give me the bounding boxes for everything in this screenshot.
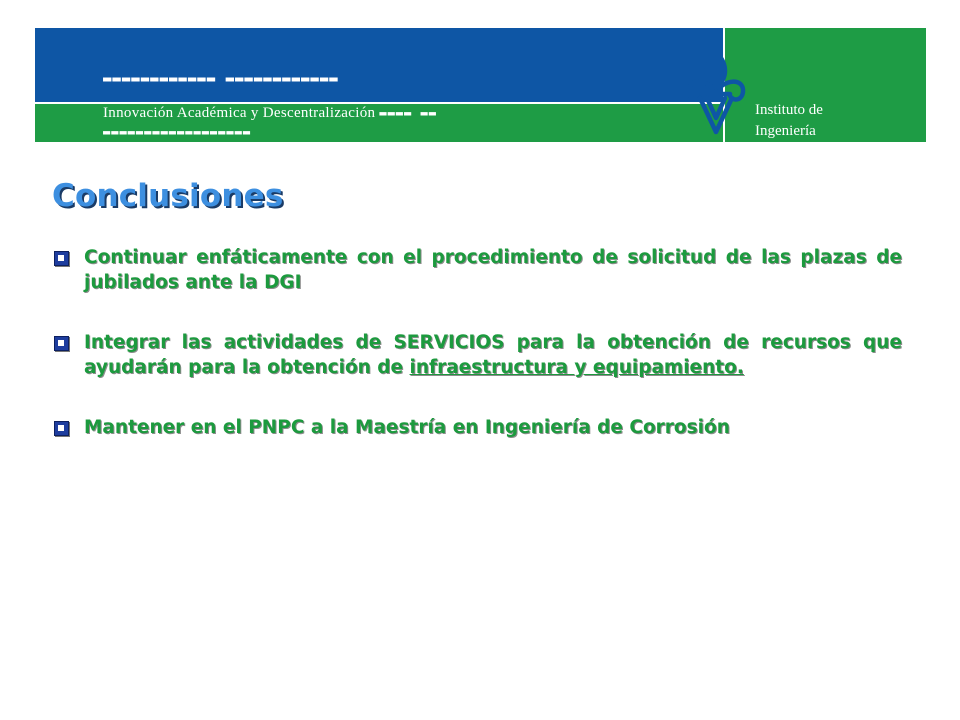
- subtitle-glyphs-2: ▬▬▬▬▬▬▬▬▬▬▬▬▬▬▬▬▬▬: [103, 125, 252, 139]
- subtitle-text: Innovación Académica y Descentralización: [103, 105, 376, 121]
- institute-line2: Ingeniería: [755, 123, 816, 139]
- header-blue-band: [35, 28, 723, 102]
- slide-title: Conclusiones: [52, 178, 284, 214]
- university-name: ▬▬▬▬▬▬▬▬▬▬▬▬ ▬▬▬▬▬▬▬▬▬▬▬▬: [103, 71, 339, 87]
- bullet-underlined-text: infraestructura y equipamiento.: [409, 357, 744, 378]
- header-subtitle: [103, 104, 543, 142]
- bullet-text: Continuar enfáticamente con el procedimiento de solicitud de las plazas de jubilados ante la DGI: [84, 247, 902, 293]
- uv-logo-icon: [680, 48, 752, 136]
- bullet-text: Mantener en el PNPC a la Maestría en Ingeniería de Corrosión: [84, 417, 730, 438]
- square-bullet-icon: [54, 251, 69, 266]
- square-bullet-icon: [54, 336, 69, 351]
- list-item: [52, 245, 902, 295]
- conclusions-list: [52, 245, 902, 440]
- institute-label: [755, 100, 865, 142]
- list-item: [52, 330, 902, 380]
- subtitle-glyphs-1: ▬▬▬▬ ▬▬: [379, 106, 437, 120]
- list-item: [52, 415, 902, 440]
- institute-line1: Instituto de: [755, 102, 823, 118]
- square-bullet-icon: [54, 421, 69, 436]
- bullet-text: Integrar las actividades de SERVICIOS para la obtención de recursos que ayudarán para la obtención de: [84, 332, 902, 378]
